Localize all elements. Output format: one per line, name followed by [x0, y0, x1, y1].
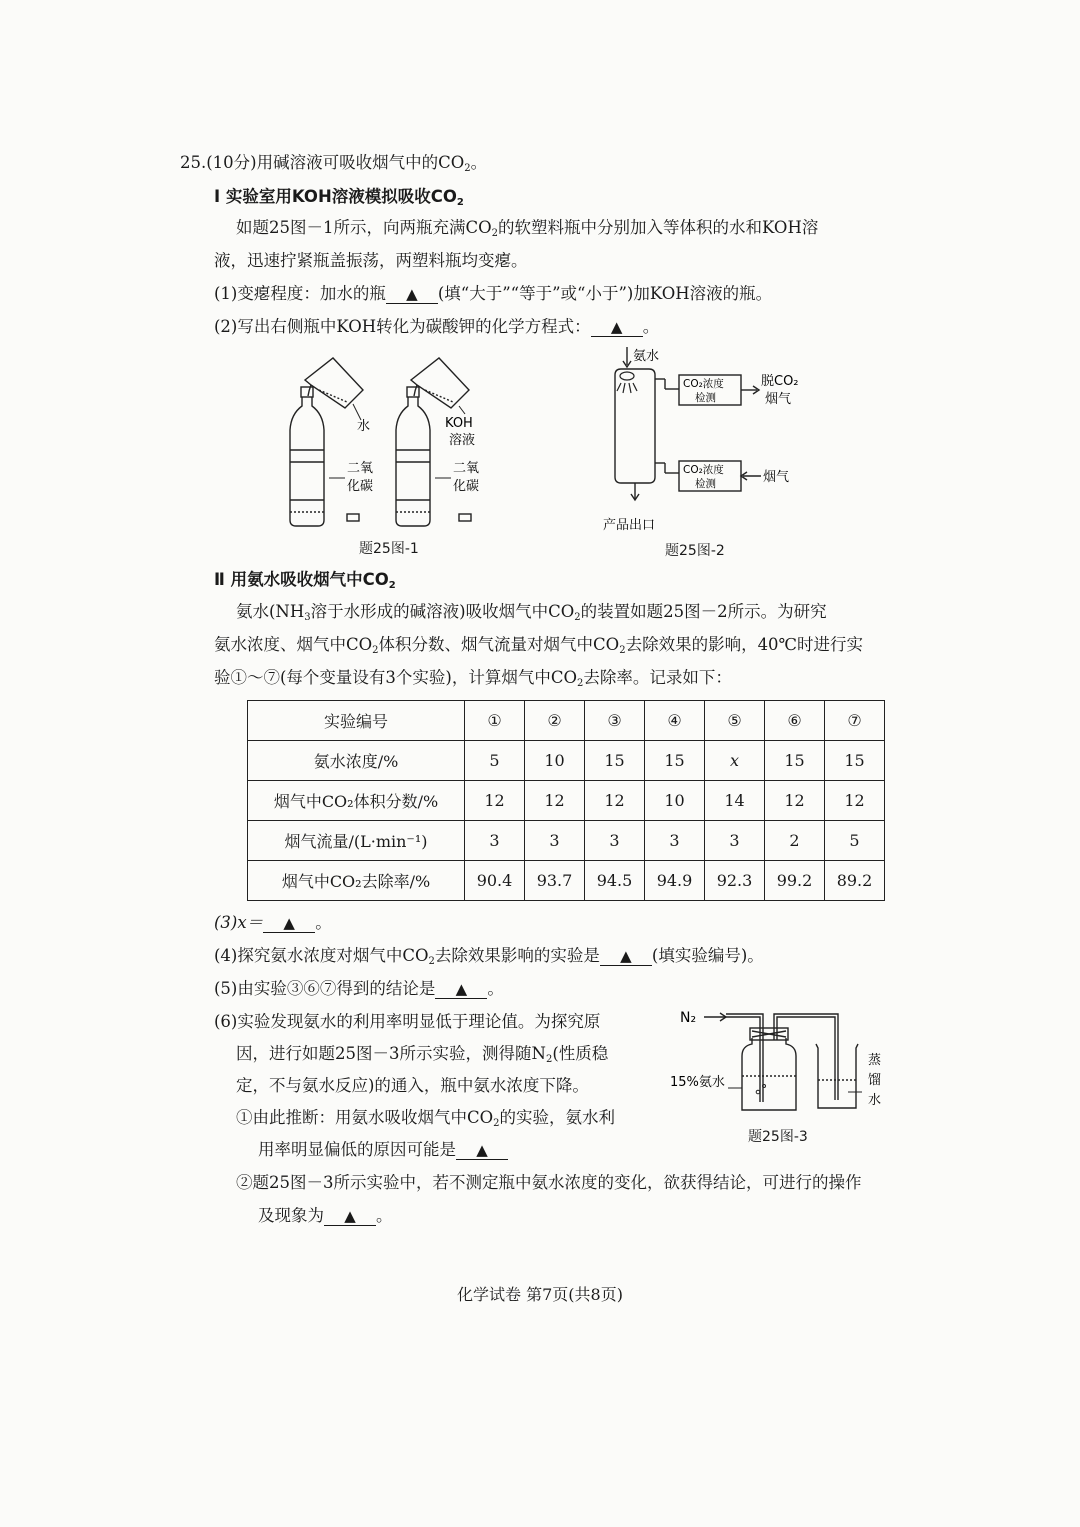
- part1-intro-line2: 液，迅速拧紧瓶盖振荡，两塑料瓶均变瘪。: [214, 251, 528, 270]
- table-row-flow: [248, 821, 885, 861]
- table-cell: 94.5: [585, 861, 645, 901]
- question-5: (5)由实验③⑥⑦得到的结论是 ▲ 。: [214, 979, 504, 998]
- svg-text:二氧: 二氧: [453, 461, 480, 476]
- svg-text:15%氨水: 15%氨水: [670, 1075, 725, 1090]
- question-6-sub1-line2: 用率明显偏低的原因可能是 ▲: [258, 1139, 508, 1161]
- table-cell: 3: [705, 821, 765, 861]
- experiment-table: [247, 700, 885, 901]
- plastic-bottle-water: [290, 387, 324, 526]
- svg-text:化碳: 化碳: [453, 479, 480, 494]
- answer-blank-2[interactable]: ▲: [591, 318, 643, 337]
- table-row-label: 烟气流量/(L·min⁻¹): [248, 821, 465, 861]
- part2-para-line3: 验①～⑦(每个变量设有3个实验)，计算烟气中$CO_2$去除率。记录如下：: [214, 668, 732, 689]
- svg-text:水: 水: [868, 1093, 882, 1108]
- table-cell: 3: [465, 821, 525, 861]
- table-row-co2-fraction: [248, 781, 885, 821]
- table-cell: 12: [765, 781, 825, 821]
- table-cell: 5: [825, 821, 885, 861]
- question-6-sub2-line1: ②题25图－3所示实验中，若不测定瓶中氨水浓度的变化，欲获得结论，可进行的操作: [236, 1173, 862, 1192]
- answer-blank-6-1[interactable]: ▲: [456, 1141, 508, 1160]
- part2-para-line2: 氨水浓度、烟气中$CO_2$体积分数、烟气流量对烟气中$CO_2$去除效果的影响，40℃时进行实: [214, 635, 864, 656]
- bottle-cap: [347, 514, 359, 521]
- svg-text:N₂: N₂: [680, 1010, 697, 1026]
- svg-text:检测: 检测: [695, 392, 716, 404]
- figure-25-2-caption: 题25图-2: [665, 543, 725, 559]
- table-cell: 99.2: [765, 861, 825, 901]
- table-cell: 94.9: [645, 861, 705, 901]
- part2-para-line1: 氨水($NH_3$溶于水形成的碱溶液)吸收烟气中$CO_2$的装置如题25图－2所示。为研究: [236, 602, 827, 623]
- table-cell: 12: [465, 781, 525, 821]
- answer-blank-6-2[interactable]: ▲: [324, 1207, 376, 1226]
- question-6-sub2-line2: 及现象为 ▲ 。: [258, 1206, 393, 1225]
- table-cell: 15: [765, 741, 825, 781]
- plastic-bottle-koh: [396, 387, 430, 526]
- table-cell: ③: [585, 701, 645, 741]
- svg-text:产品出口: 产品出口: [603, 518, 656, 533]
- table-cell: 5: [465, 741, 525, 781]
- part1-title: Ⅰ 实验室用KOH溶液模拟吸收$CO_2$: [214, 187, 464, 208]
- table-cell: 3: [525, 821, 585, 861]
- table-row-label: 氨水浓度/%: [248, 741, 465, 781]
- table-cell: 90.4: [465, 861, 525, 901]
- table-cell: ④: [645, 701, 705, 741]
- question-heading: 25.(10分)用碱溶液可吸收烟气中的$CO_2$。: [180, 153, 488, 174]
- figure-25-3-caption: 题25图-3: [748, 1129, 808, 1145]
- table-cell: 12: [525, 781, 585, 821]
- table-cell: ⑥: [765, 701, 825, 741]
- table-row-ammonia-concentration: [248, 741, 885, 781]
- svg-text:烟气: 烟气: [765, 392, 792, 407]
- table-cell: 93.7: [525, 861, 585, 901]
- answer-blank-4[interactable]: ▲: [600, 947, 652, 966]
- table-row-ids: [248, 701, 885, 741]
- table-row-label: 实验编号: [248, 701, 465, 741]
- svg-text:化碳: 化碳: [347, 479, 374, 494]
- table-row-removal-rate: [248, 861, 885, 901]
- figure-25-1: [275, 350, 500, 535]
- svg-text:溶液: 溶液: [449, 433, 476, 448]
- table-cell: 10: [525, 741, 585, 781]
- table-row-label: 烟气中CO₂去除率/%: [248, 861, 465, 901]
- svg-text:氨水: 氨水: [633, 349, 660, 364]
- table-cell: 15: [825, 741, 885, 781]
- part1-intro-line1: 如题25图－1所示，向两瓶充满$CO_2$的软塑料瓶中分别加入等体积的水和KOH溶: [236, 218, 819, 239]
- sprayer-icon: [617, 372, 637, 393]
- table-cell: 15: [645, 741, 705, 781]
- svg-text:KOH: KOH: [445, 416, 473, 431]
- question-6-line2: 因，进行如题25图－3所示实验，测得随$N_2$(性质稳: [236, 1044, 609, 1065]
- table-cell: 15: [585, 741, 645, 781]
- bottle-cap: [459, 514, 471, 521]
- question-6-line3: 定，不与氨水反应)的通入，瓶中氨水浓度下降。: [236, 1076, 589, 1095]
- svg-text:CO₂浓度: CO₂浓度: [683, 378, 724, 390]
- table-cell: 14: [705, 781, 765, 821]
- svg-text:检测: 检测: [695, 478, 716, 490]
- part2-title: Ⅱ 用氨水吸收烟气中$CO_2$: [214, 570, 396, 591]
- table-cell: ⑤: [705, 701, 765, 741]
- svg-text:CO₂浓度: CO₂浓度: [683, 464, 724, 476]
- page-footer: 化学试卷 第7页(共8页): [457, 1285, 623, 1304]
- table-row-label: 烟气中CO₂体积分数/%: [248, 781, 465, 821]
- svg-text:馏: 馏: [868, 1073, 882, 1088]
- table-cell: 12: [825, 781, 885, 821]
- svg-text:二氧: 二氧: [347, 461, 374, 476]
- table-cell: ⑦: [825, 701, 885, 741]
- beaker-pouring-water: [305, 358, 363, 408]
- answer-blank-3[interactable]: ▲: [263, 914, 315, 933]
- svg-text:蒸: 蒸: [868, 1053, 882, 1068]
- question-1: (1)变瘪程度：加水的瓶 ▲ (填“大于”“等于”或“小于”)加KOH溶液的瓶。: [214, 284, 773, 303]
- table-cell: 12: [585, 781, 645, 821]
- table-cell: 92.3: [705, 861, 765, 901]
- question-3: (3)x＝ ▲ 。: [214, 913, 332, 932]
- table-cell: 2: [765, 821, 825, 861]
- table-cell: 89.2: [825, 861, 885, 901]
- table-cell: 3: [645, 821, 705, 861]
- question-6-sub1-line1: ①由此推断：用氨水吸收烟气中$CO_2$的实验，氨水利: [236, 1108, 616, 1129]
- table-cell: 3: [585, 821, 645, 861]
- question-2: (2)写出右侧瓶中KOH转化为碳酸钾的化学方程式： ▲ 。: [214, 317, 660, 336]
- figure-25-1-caption: 题25图-1: [359, 541, 419, 557]
- svg-text:脱CO₂: 脱CO₂: [761, 374, 799, 389]
- table-cell: ①: [465, 701, 525, 741]
- table-cell: x: [705, 741, 765, 781]
- table-cell: 10: [645, 781, 705, 821]
- svg-text:水: 水: [357, 419, 371, 434]
- figure-25-3: [668, 1004, 893, 1119]
- beaker-pouring-koh: [411, 358, 469, 408]
- beaker-distilled-water: [816, 1044, 858, 1108]
- question-4: (4)探究氨水浓度对烟气中$CO_2$去除效果影响的实验是 ▲ (填实验编号)。: [214, 946, 764, 967]
- svg-text:烟气: 烟气: [763, 470, 790, 485]
- table-cell: ②: [525, 701, 585, 741]
- figure-25-2: [595, 343, 825, 538]
- answer-blank-1[interactable]: ▲: [386, 285, 438, 304]
- gas-washing-bottle: [726, 1014, 838, 1110]
- question-6-line1: (6)实验发现氨水的利用率明显低于理论值。为探究原: [214, 1012, 601, 1031]
- answer-blank-5[interactable]: ▲: [435, 980, 487, 999]
